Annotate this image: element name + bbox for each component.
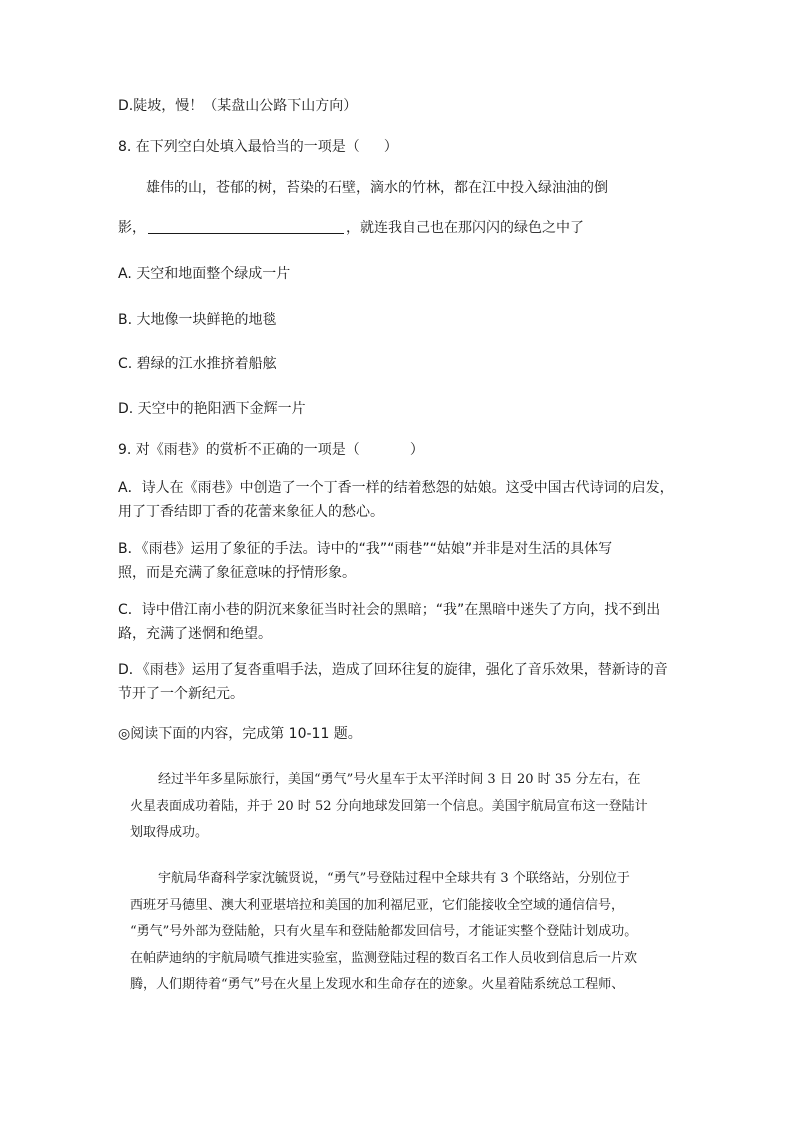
q9-option-b bbox=[118, 537, 678, 585]
q9-option-c-line1: C．诗中借江南小巷的阴沉来象征当时社会的黑暗；“我”在黑暗中迷失了方向，找不到出 bbox=[118, 602, 661, 618]
q9-option-a bbox=[118, 476, 678, 524]
q8-answer-blank[interactable] bbox=[148, 219, 344, 234]
q9-stem-close: ） bbox=[409, 442, 424, 458]
passage-paragraph-1 bbox=[130, 767, 690, 847]
q8-stem bbox=[118, 137, 398, 157]
q7-option-d: D.陡坡，慢！（某盘山公路下山方向） bbox=[118, 98, 358, 114]
passage-paragraph-2 bbox=[130, 866, 690, 999]
passage-p1-line3: 划取得成功。 bbox=[130, 825, 209, 840]
q9-option-d-line2: 节开了一个新纪元。 bbox=[118, 686, 244, 702]
q8-option-c: C. 碧绿的江水推挤着船舷 bbox=[118, 356, 277, 372]
q9-option-a-line1: A．诗人在《雨巷》中创造了一个丁香一样的结着愁怨的姑娘。这受中国古代诗词的启发， bbox=[118, 480, 674, 496]
q8-text-suffix: ，就连我自己也在那闪闪的绿色之中了 bbox=[346, 220, 584, 236]
q8-text-prefix: 影， bbox=[118, 220, 146, 236]
q8-option-b: B. 大地像一块鲜艳的地毯 bbox=[118, 312, 277, 328]
q8-option-d: D. 天空中的艳阳洒下金辉一片 bbox=[118, 401, 306, 417]
passage-p2-line1: 宇航局华裔科学家沈毓贤说，“勇气”号登陆过程中全球共有 3 个联络站，分别位于 bbox=[158, 871, 630, 886]
q9-option-d bbox=[118, 658, 678, 706]
q9-option-b-line1: B．《雨巷》运用了象征的手法。诗中的“我”“雨巷”“姑娘”并非是对生活的具体写 bbox=[118, 541, 613, 557]
q8-option-a: A. 天空和地面整个绿成一片 bbox=[118, 266, 291, 282]
q8-text-line2 bbox=[118, 218, 584, 238]
q8-stem-text: 8. 在下列空白处填入最恰当的一项是（ bbox=[118, 139, 360, 155]
q8-text-line1: 雄伟的山，苍郁的树，苔染的石壁，滴水的竹林，都在江中投入绿油油的倒 bbox=[146, 180, 608, 196]
passage-p2-line5: 腾，人们期待着“勇气”号在火星上发现水和生命存在的迹象。火星着陆系统总工程师、 bbox=[130, 977, 625, 992]
q9-option-c-line2: 路，充满了迷惘和绝望。 bbox=[118, 626, 272, 642]
q9-option-b-line2: 照，而是充满了象征意味的抒情形象。 bbox=[118, 565, 356, 581]
q9-option-a-line2: 用了丁香结即丁香的花蕾来象征人的愁心。 bbox=[118, 504, 384, 520]
q9-option-c bbox=[118, 598, 678, 646]
passage-p2-line2: 西班牙马德里、澳大利亚堪培拉和美国的加利福尼亚，它们能接收全空域的通信信号， bbox=[130, 897, 625, 913]
q8-stem-close: ） bbox=[383, 139, 398, 155]
passage-p1-line2: 火星表面成功着陆，并于 20 时 52 分向地球发回第一个信息。美国宇航局宣布这一登陆计 bbox=[130, 798, 648, 814]
passage-p2-line3: “勇气”号外部为登陆舱，只有火星车和登陆舱都发回信号，才能证实整个登陆计划成功。 bbox=[130, 924, 638, 939]
q9-stem-text: 9. 对《雨巷》的赏析不正确的一项是（ bbox=[118, 442, 360, 458]
passage-p2-line4: 在帕萨迪纳的宇航局喷气推进实验室，监测登陆过程的数百名工作人员收到信息后一片欢 bbox=[130, 950, 638, 966]
q9-stem bbox=[118, 440, 424, 460]
passage-p1-line1: 经过半年多星际旅行，美国“勇气”号火星车于太平洋时间 3 日 20 时 35 分左右，在 bbox=[158, 772, 641, 787]
q9-option-d-line1: D．《雨巷》运用了复沓重唱手法，造成了回环往复的旋律，强化了音乐效果，替新诗的音 bbox=[118, 662, 668, 678]
reading-intro: ◎阅读下面的内容，完成第 10-11 题。 bbox=[118, 726, 362, 742]
